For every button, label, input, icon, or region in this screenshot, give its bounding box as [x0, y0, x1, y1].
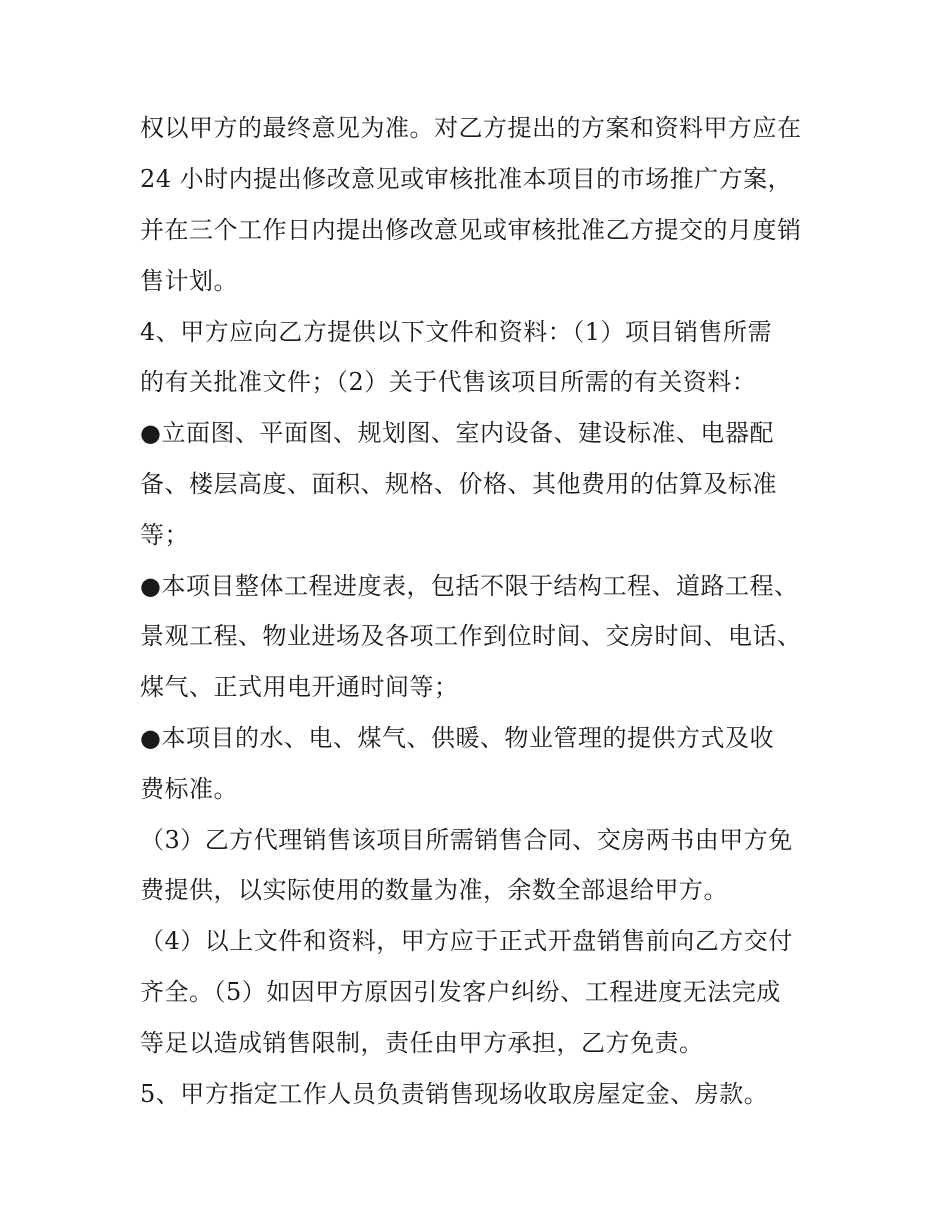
text-line-3: 并在三个工作日内提出修改意见或审核批准乙方提交的月度销 [140, 216, 802, 244]
text-line-9: 等； [140, 521, 189, 549]
text-line-13: ●本项目的水、电、煤气、供暖、物业管理的提供方式及收 [140, 724, 774, 752]
text-line-11: 景观工程、物业进场及各项工作到位时间、交房时间、电话、 [140, 622, 802, 650]
text-line-14: 费标准。 [140, 775, 238, 803]
text-line-17: （4）以上文件和资料，甲方应于正式开盘销售前向乙方交付 [140, 927, 793, 955]
text-line-12: 煤气、正式用电开通时间等； [140, 673, 459, 701]
text-line-8: 备、楼层高度、面积、规格、价格、其他费用的估算及标准 [140, 470, 777, 498]
text-line-1: 权以甲方的最终意见为准。对乙方提出的方案和资料甲方应在 [140, 114, 802, 142]
text-line-16: 费提供，以实际使用的数量为准，余数全部退给甲方。 [140, 876, 728, 904]
text-line-15: （3）乙方代理销售该项目所需销售合同、交房两书由甲方免 [140, 826, 793, 854]
text-line-10: ●本项目整体工程进度表，包括不限于结构工程、道路工程、 [140, 572, 799, 600]
text-line-2: 24 小时内提出修改意见或审核批准本项目的市场推广方案， [140, 165, 793, 193]
text-line-4: 售计划。 [140, 267, 238, 295]
text-line-6: 的有关批准文件；（2）关于代售该项目所需的有关资料： [140, 368, 757, 396]
text-line-5: 4、甲方应向乙方提供以下文件和资料：（1）项目销售所需 [140, 318, 773, 346]
text-line-18: 齐全。（5）如因甲方原因引发客户纠纷、工程进度无法完成 [140, 978, 781, 1006]
text-line-20: 5、甲方指定工作人员负责销售现场收取房屋定金、房款。 [140, 1080, 769, 1108]
text-line-7: ●立面图、平面图、规划图、室内设备、建设标准、电器配 [140, 419, 774, 447]
text-line-19: 等足以造成销售限制，责任由甲方承担，乙方免责。 [140, 1029, 704, 1057]
